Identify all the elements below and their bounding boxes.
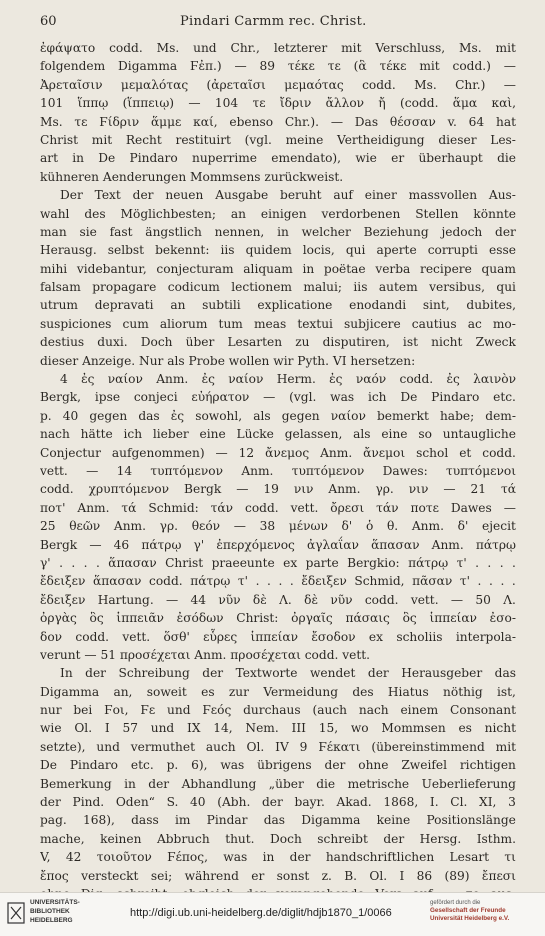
text-line: suspiciones cum aliorum tum meas textui subjicere cautius ac mo- xyxy=(40,316,516,331)
text-line: V, 42 τοιοῦτον Ϝέπος, was in der handschriftlichen Lesart τι xyxy=(40,850,516,865)
text-line: nur bei Ϝοι, Ϝε und Ϝεός durchaus (auch nach einem Consonant xyxy=(40,703,516,718)
text-line: der Pind. Oden“ S. 40 (Abh. der bayr. Akad. 1868, I. Cl. XI, 3 xyxy=(40,795,516,810)
text-line: Conjectur aufgenommen) — 12 ἄνεμος Anm. ἄνεμοι schol et codd. xyxy=(40,445,516,460)
running-head: Pindari Carmm rec. Christ. xyxy=(180,14,367,29)
text-line: Christ mit Recht restituirt (vgl. meine Vertheidigung dieser Les- xyxy=(40,132,516,147)
page-header xyxy=(40,14,510,34)
text-line: art in De Pindaro nuperrime emendato), wie er überhaupt die xyxy=(40,151,516,166)
text-line: 4 ἐς ναίον Anm. ἐς ναίον Herm. ἐς ναόν codd. ἐς λαινὸν xyxy=(60,372,516,387)
text-line: ποτ' Anm. τά Schmid: τάν codd. vett. ὄρεσι τάν ποτε Dawes — xyxy=(40,500,516,515)
text-line: Bergk, ipse conjeci εὐήρατον — (vgl. was ich De Pindaro etc. xyxy=(40,390,516,405)
text-line: In der Schreibung der Textworte wendet der Herausgeber das xyxy=(60,666,516,681)
text-line: Digamma an, soweit es zur Vermeidung des Hiatus nöthig ist, xyxy=(40,684,516,699)
text-line: falsam propagare codicum lectionem malui; iis autem versibus, qui xyxy=(40,280,516,295)
text-line: ὀργὰς ὃς ἱππειᾶν ἐσόδων Christ: ὀργαῖς πάσαις ὃς ἱππείαν ἐσο- xyxy=(40,611,516,626)
text-line: Ἀρεταῖσιν μεμαλότας (ἀρεταῖσι μεμαότας codd. Ms. Chr.) — xyxy=(40,77,516,92)
library-logo-icon xyxy=(6,899,26,927)
text-line: δον codd. vett. ὅσθ' εὗρες ἱππείαν ἔσοδον ex scholiis interpola- xyxy=(40,629,516,644)
text-line: ἔδειξεν ἅπασαν codd. πάτρῳ τ' . . . . ἔδειξεν Schmid, πᾶσαν τ' . . . . xyxy=(40,574,516,589)
text-line: vett. — 14 τυπτόμενον Anm. τυπτόμενον Dawes: τυπτόμενοι xyxy=(40,463,516,478)
text-line: wahl des Möglichbesten; an einigen verdorbenen Stellen könnte xyxy=(40,206,516,221)
text-line: dieser Anzeige. Nur als Probe wollen wir Pyth. VI hersetzen: xyxy=(40,353,416,368)
text-line: De Pindaro etc. p. 6), was übrigens der ohne Zweifel richtigen xyxy=(40,758,516,773)
text-line: γ' . . . . ἅπασαν Christ praeeunte ex parte Bergkio: πάτρῳ τ' . . . . xyxy=(40,555,516,570)
digital-library-url-link[interactable]: http://digi.ub.uni-heidelberg.de/diglit/hdjb1870_1/0066 xyxy=(130,907,392,919)
text-line: kühneren Aenderungen Mommsens zurückweist. xyxy=(40,169,344,184)
text-line: Bemerkung in der Abhandlung „über die metrische Ueberlieferung xyxy=(40,776,516,791)
text-line: verunt — 51 προσέχεται Anm. προσέχεται codd. vett. xyxy=(40,647,371,662)
page-number: 60 xyxy=(40,14,57,29)
text-line: Bergk — 46 πάτρῳ γ' ἐπερχόμενος ἀγλαΐαν ἅπασαν Anm. πάτρῳ xyxy=(40,537,516,552)
text-line: Herausg. selbst bekennt: iis quidem locis, qui aperte corrupti esse xyxy=(40,243,516,258)
text-line: mache, keinen Abbruch thut. Doch schreibt der Hersg. Isthm. xyxy=(40,831,516,846)
text-line: pag. 168), dass im Pindar das Digamma keine Positionslänge xyxy=(40,813,516,828)
text-line: destius duxi. Doch über Lesarten zu disputiren, ist nicht Zweck xyxy=(40,335,516,350)
text-line: 101 ἵππῳ (ἵππειῳ) — 104 τε ἴδριν ἄλλον ἤ (codd. ἅμα καὶ, xyxy=(40,96,516,111)
text-line: man sie fast ängstlich nennen, in welcher Beziehung jedoch der xyxy=(40,224,516,239)
text-line: nach hätte ich lieber eine Lücke gelassen, als eine so untaugliche xyxy=(40,427,516,442)
text-line: 25 θεῶν Anm. γρ. θεόν — 38 μένων δ' ὁ θ. Anm. δ' ejecit xyxy=(40,519,516,534)
text-line: ἐφάψατο codd. Ms. und Chr., letzterer mit Verschluss, Ms. mit xyxy=(40,41,516,55)
text-line: mihi videbantur, conjecturam aliquam in poëtae verba recipere quam xyxy=(40,261,516,276)
text-line: ἔπος versteckt sei; während er sonst z. B. Ol. I 86 (89) ἔπεσι xyxy=(40,868,516,883)
text-line: Der Text der neuen Ausgabe beruht auf einer massvollen Aus- xyxy=(60,188,516,203)
text-line: codd. χρυπτόμενον Bergk — 19 νιν Anm. γρ. νιν — 21 τά xyxy=(40,482,516,497)
library-name: UNIVERSITÄTS- BIBLIOTHEK HEIDELBERG xyxy=(30,899,80,924)
text-line: ἔδειξεν Hartung. — 44 νῦν δὲ Λ. δὲ νῦν codd. vett. — 50 Λ. xyxy=(40,592,516,607)
footer-bar xyxy=(0,892,545,936)
text-line: setzte), und vermuthet auch Ol. IV 9 Ϝέκατι (übereinstimmend mit xyxy=(40,739,516,754)
text-line: wie Ol. I 57 und IX 14, Nem. III 15, wo Mommsen es nicht xyxy=(40,721,516,736)
text-line: utrum depravati an subtili explicatione enodandi sint, dubites, xyxy=(40,298,516,313)
text-line: p. 40 gegen das ἐς sowohl, als gegen ναίον bemerkt habe; dem- xyxy=(40,408,516,423)
text-line: Ms. τε Ϝίδριν ἅμμε καί, ebenso Chr.). — Das θέσσαν v. 64 hat xyxy=(40,114,516,129)
body-text xyxy=(40,39,516,903)
text-line: folgendem Digamma Ϝἐπ.) — 89 τέκε τε (ἃ τέκε mit codd.) — xyxy=(40,59,516,74)
sponsor-note: gefördert durch die Gesellschaft der Freunde Universität Heidelberg e.V. xyxy=(430,900,510,922)
